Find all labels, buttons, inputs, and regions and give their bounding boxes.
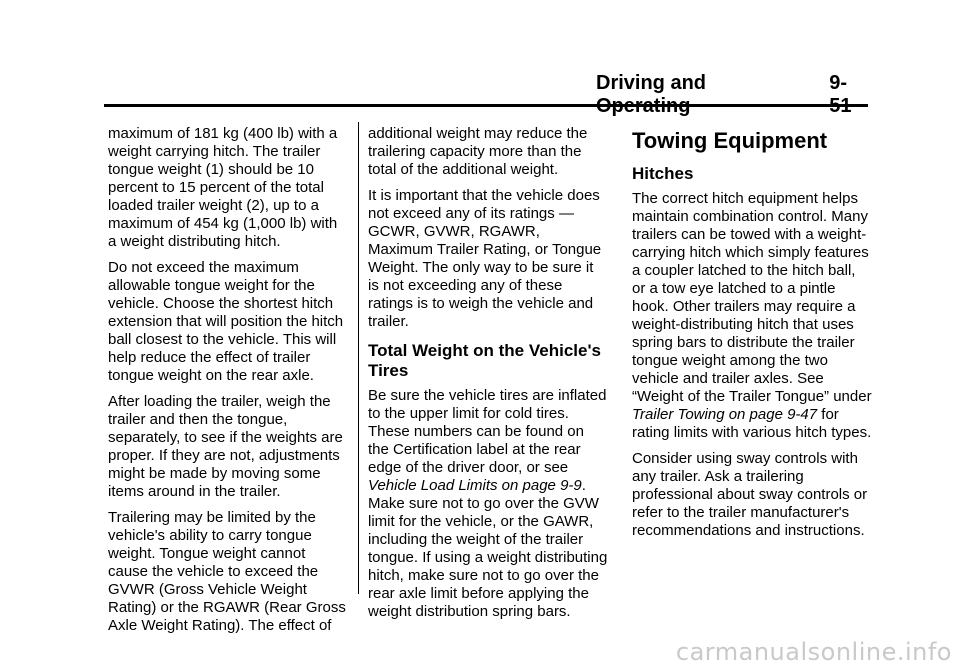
section-title: Driving and xyxy=(596,72,707,94)
paragraph: Consider using sway controls with any trailer. Ask a trailering professional about sway controls or refer to the trailer manufacturer's recommendations and instructions. xyxy=(632,450,868,539)
watermark: carmanualsonline.info xyxy=(675,638,952,666)
paragraph xyxy=(632,190,872,442)
header-rule xyxy=(104,104,868,107)
cross-reference-link[interactable]: Vehicle Load Limits on page 9-9 xyxy=(368,477,582,494)
paragraph: Trailering may be limited by the vehicle's ability to carry tongue weight. Tongue weight cannot cause the vehicle to exceed the GVWR (Gross Vehicle Weight Rating) or the RGAWR (Rear Gross Axle Weight Rating). The effect of xyxy=(108,509,346,634)
cross-reference-link[interactable]: Trailer Towing on page 9-47 xyxy=(632,406,818,423)
paragraph xyxy=(368,387,608,621)
text-run: Be sure the vehicle tires are inflated to the upper limit for cold tires. These numbers can be found on the Certification label at the rear edge of the driver door, or see xyxy=(368,387,607,476)
paragraph: Do not exceed the maximum allowable tongue weight for the vehicle. Choose the shortest hitch extension that will position the hitch ball closest to the vehicle. This will help reduce the effect of trailer tongue weight on the rear axle. xyxy=(108,259,344,384)
column-right xyxy=(632,125,872,548)
column-middle xyxy=(368,125,608,629)
paragraph: After loading the trailer, weigh the trailer and then the tongue, separately, to see if the weights are proper. If they are not, adjustments might be made by moving some items around in the trailer. xyxy=(108,393,343,500)
subsection-heading: Hitches xyxy=(632,164,694,183)
paragraph: It is important that the vehicle does not exceed any of its ratings — GCWR, GVWR, RGAWR, Maximum Trailer Rating, or Tongue Weight. The only way to be sure it is not exceeding any of these ratings is to weigh the vehicle and trailer. xyxy=(368,187,602,330)
paragraph: additional weight may reduce the trailering capacity more than the total of the additional weight. xyxy=(368,125,588,178)
subsection-heading: Total Weight on the Vehicle's Tires xyxy=(368,341,601,380)
paragraph: maximum of 181 kg (400 lb) with a weight carrying hitch. The trailer tongue weight (1) should be 10 percent to 15 percent of the total loaded trailer weight (2), up to a maximum of 454 kg (1,000 lb) with a weight distributing hitch. xyxy=(108,125,338,250)
section-heading: Towing Equipment xyxy=(632,128,828,153)
column-left xyxy=(108,125,348,643)
text-run: . Make sure not to go over the GVW limit for the vehicle, or the GAWR, including the weight of the trailer tongue. If using a weight distributing hitch, make sure not to go over the rear axle limit before applying the weight distribution spring bars. xyxy=(368,477,608,620)
text-run: for rating limits with various hitch types. xyxy=(632,406,872,441)
page-number: 9- xyxy=(829,72,848,94)
column-divider xyxy=(358,122,359,594)
text-run: The correct hitch equipment helps maintain combination control. Many trailers can be towed with a weight-carrying hitch which simply features a coupler latched to the hitch ball, or a tow eye latched to a pintle hook. Other trailers may require a weight-distributing hitch that uses spring bars to distribute the trailer tongue weight among the two vehicle and trailer axles. See “Weight of the Trailer Tongue” under xyxy=(632,190,872,405)
